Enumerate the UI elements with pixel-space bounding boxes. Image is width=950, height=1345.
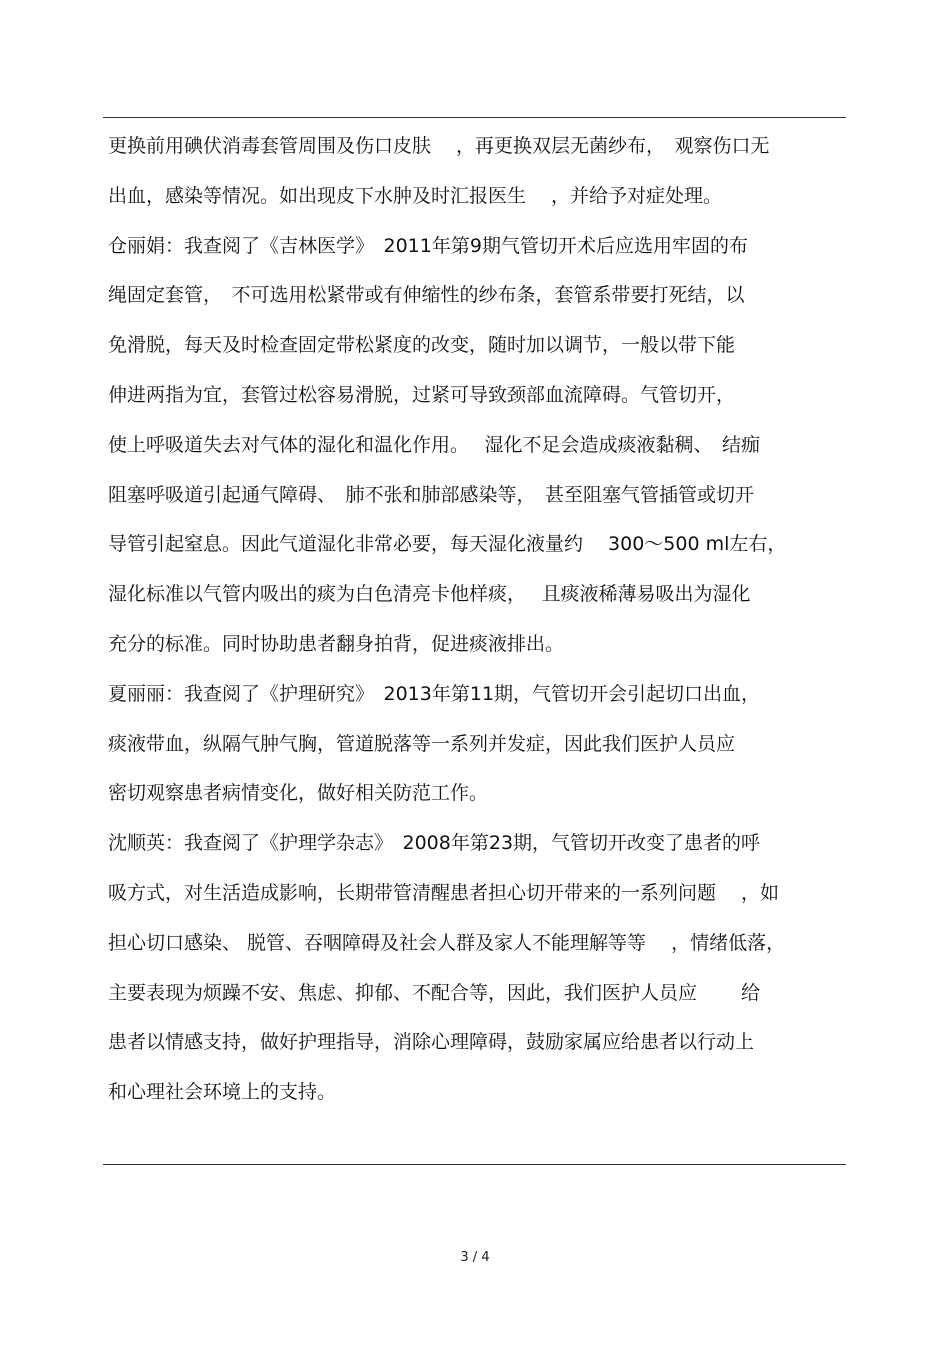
header-rule (103, 117, 846, 118)
text-line: 充分的标准。同时协助患者翻身拍背，促进痰液排出。 (108, 632, 565, 655)
text-line: 伸进两指为宜，套管过松容易滑脱，过紧可导致颈部血流障碍。气管切开， (108, 383, 736, 406)
text-line: 痰液带血，纵隔气肿气胸，管道脱落等一系列并发症，因此我们医护人员应 (108, 732, 736, 755)
text-line: 使上呼吸道失去对气体的湿化和温化作用。 湿化不足会造成痰液黏稠、 结痂 (108, 433, 761, 456)
text-line: 吸方式，对生活造成影响，长期带管清醒患者担心切开带来的一系列问题 ，如 (108, 881, 780, 904)
text-line: 出血，感染等情况。如出现皮下水肿及时汇报医生 ，并给予对症处理。 (108, 184, 723, 207)
text-line: 免滑脱，每天及时检查固定带松紧度的改变，随时加以调节，一般以带下能 (108, 334, 736, 357)
text-line: 担心切口感染、 脱管、吞咽障碍及社会人群及家人不能理解等等 ，情绪低落， (108, 931, 786, 954)
text-line: 和心理社会环境上的支持。 (108, 1081, 337, 1104)
text-line: 导管引起窒息。因此气道湿化非常必要，每天湿化液量约 300～500 ml左右， (108, 533, 787, 556)
text-line: 仓丽娟：我查阅了《吉林医学》 2011年第9期气管切开术后应选用牢固的布 (108, 234, 748, 257)
text-line: 夏丽丽：我查阅了《护理研究》 2013年第11期，气管切开会引起切口出血， (108, 682, 761, 705)
text-line: 湿化标准以气管内吸出的痰为白色清亮卡他样痰， 且痰液稀薄易吸出为湿化 (108, 583, 751, 606)
page-number: 3 / 4 (460, 1250, 490, 1265)
text-line: 患者以情感支持，做好护理指导，消除心理障碍，鼓励家属应给患者以行动上 (108, 1031, 755, 1054)
text-line: 密切观察患者病情变化，做好相关防范工作。 (108, 782, 489, 805)
text-line: 沈顺英：我查阅了《护理学杂志》 2008年第23期，气管切开改变了患者的呼 (108, 832, 761, 855)
text-line: 绳固定套管， 不可选用松紧带或有伸缩性的纱布条，套管系带要打死结，以 (108, 284, 745, 307)
footer-rule (103, 1164, 846, 1165)
document-body (108, 122, 848, 1118)
text-line: 主要表现为烦躁不安、焦虑、抑郁、不配合等，因此，我们医护人员应 给 (108, 981, 761, 1004)
text-line: 更换前用碘伏消毒套管周围及伤口皮肤 ，再更换双层无菌纱布， 观察伤口无 (108, 135, 770, 157)
text-line: 阻塞呼吸道引起通气障碍、 肺不张和肺部感染等， 甚至阻塞气管插管或切开 (108, 483, 755, 506)
